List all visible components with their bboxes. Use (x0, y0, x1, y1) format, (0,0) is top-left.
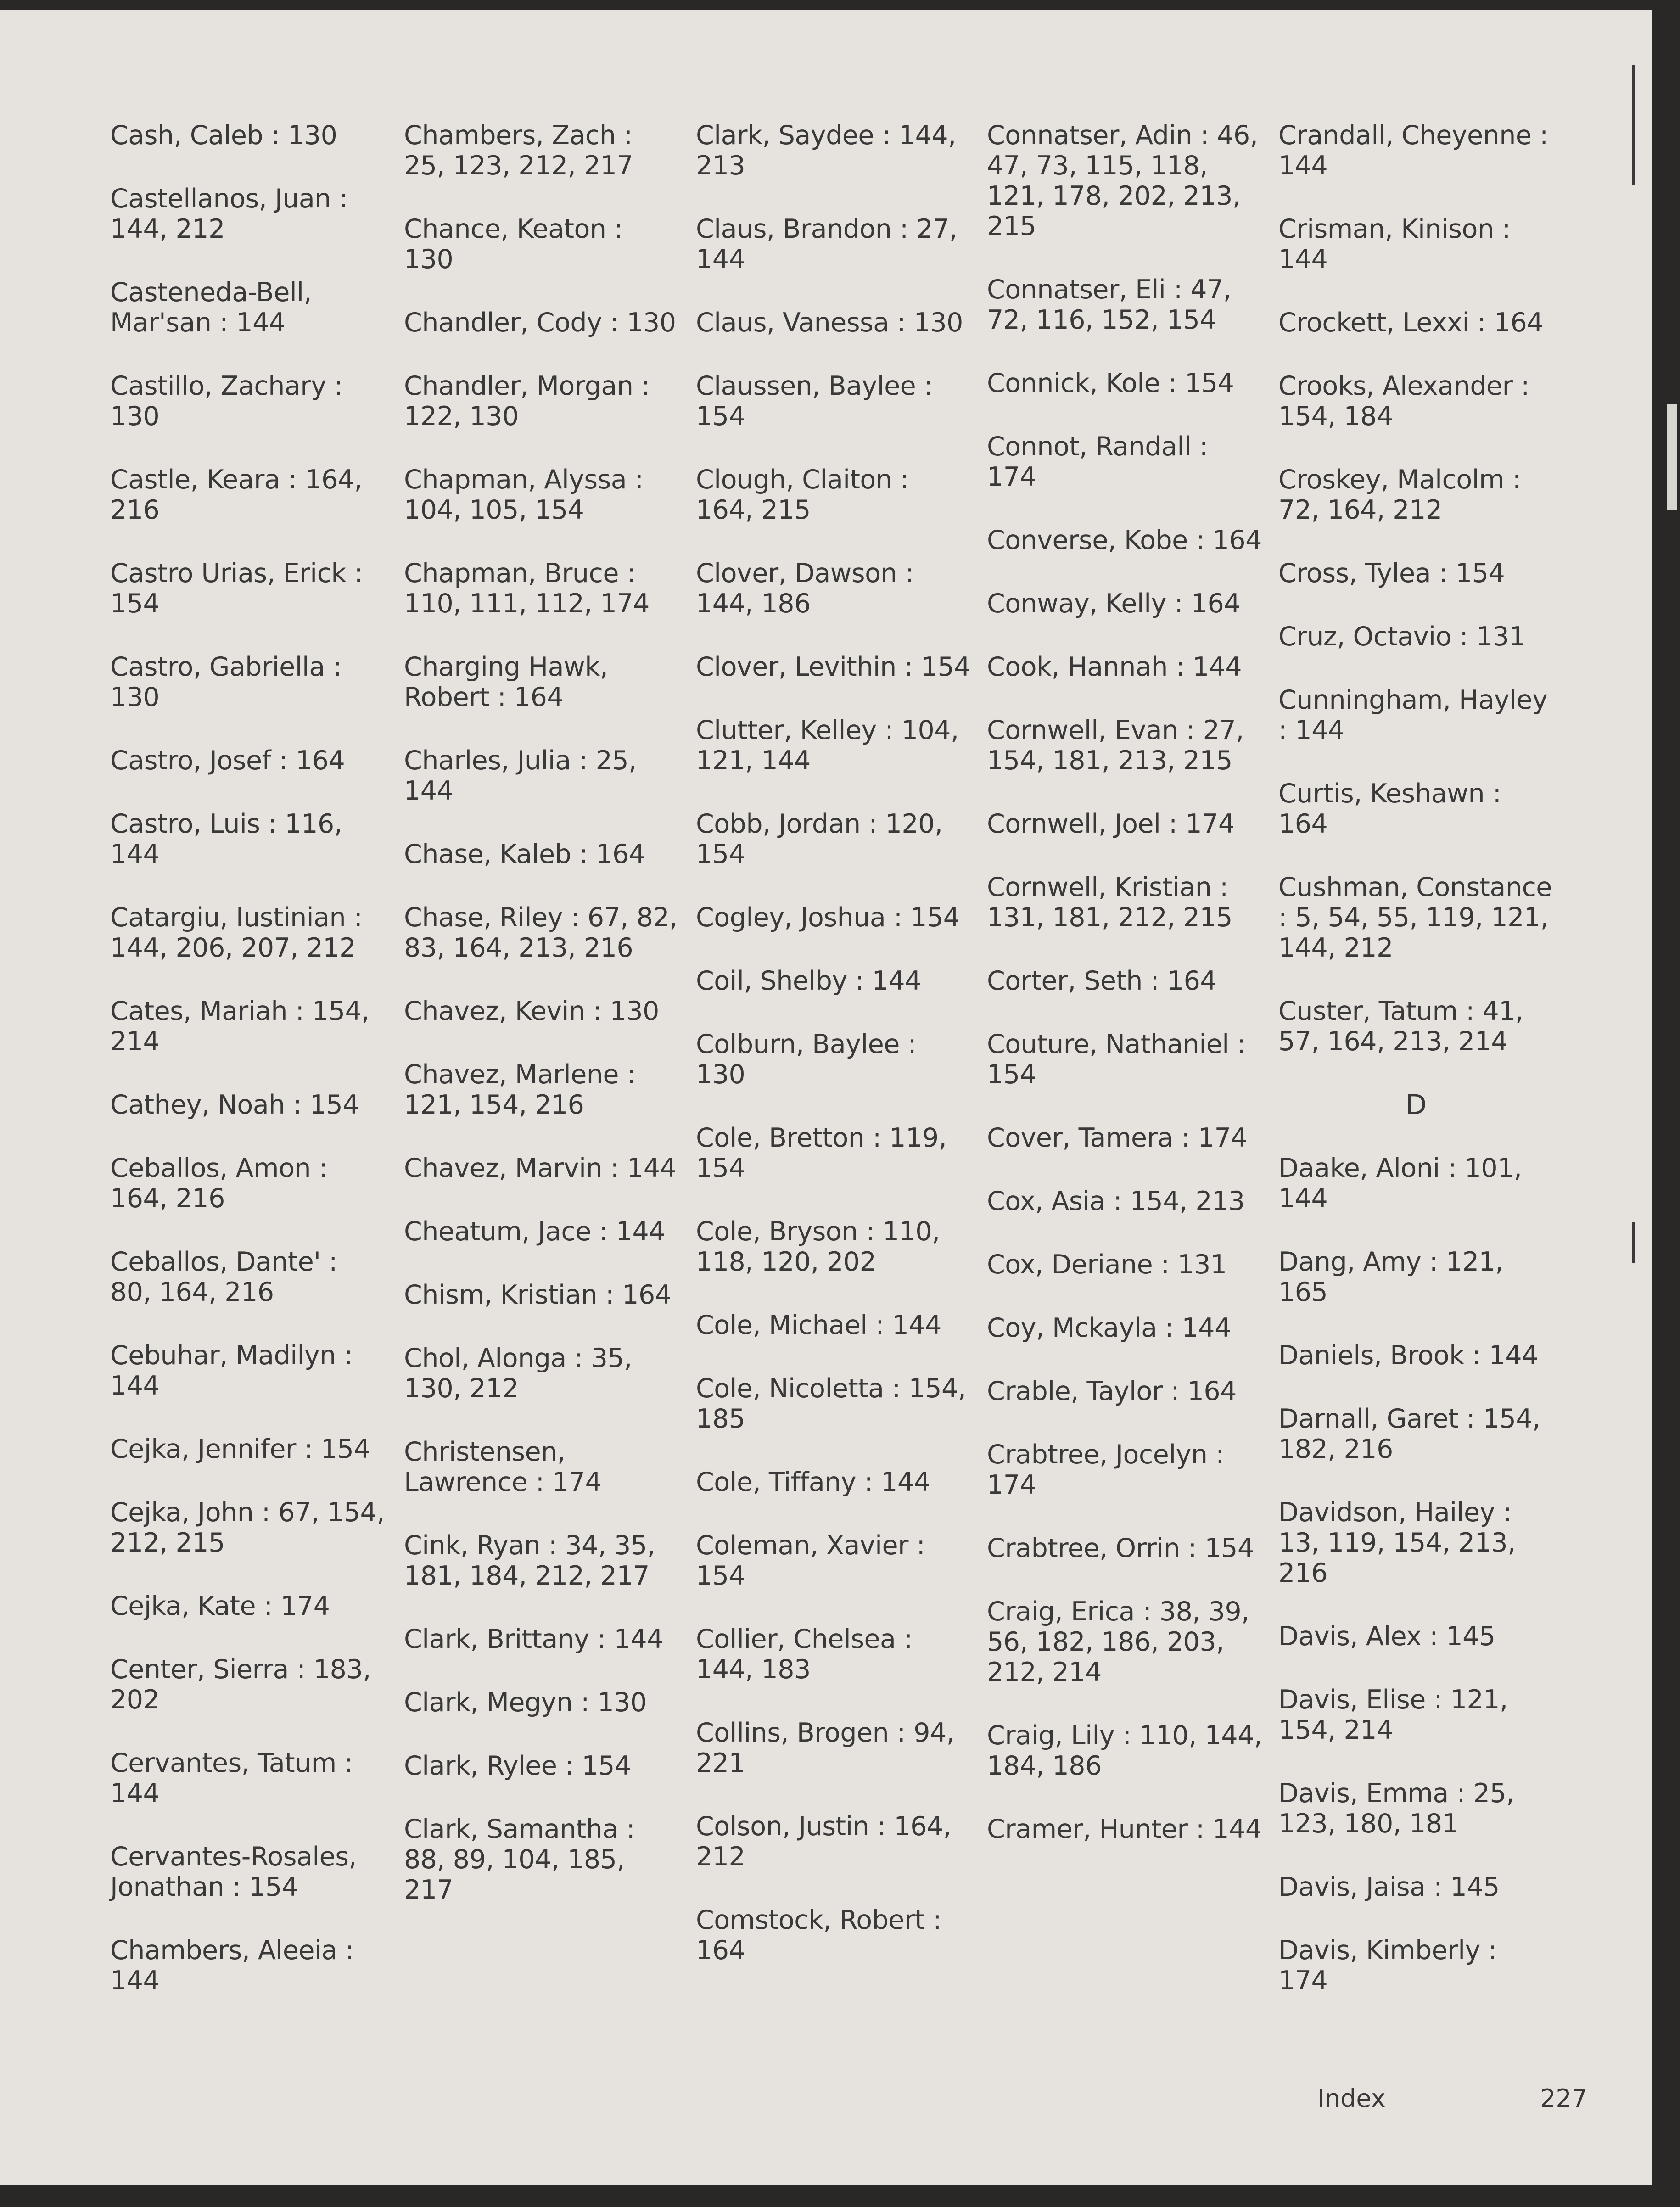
index-entry: Cook, Hannah : 144 (987, 652, 1242, 682)
index-entry: Claussen, Baylee : 154 (696, 371, 933, 431)
index-entry: Castle, Keara : 164, 216 (110, 465, 363, 525)
index-entry: Coleman, Xavier : 154 (696, 1530, 925, 1591)
index-entry: Davis, Jaisa : 145 (1278, 1872, 1500, 1902)
index-entry: Cathey, Noah : 154 (110, 1090, 359, 1120)
index-entry: Chavez, Marlene : 121, 154, 216 (404, 1059, 636, 1120)
index-entry: Charles, Julia : 25, 144 (404, 745, 637, 806)
index-entry: Colburn, Baylee : 130 (696, 1029, 917, 1090)
index-entry: Cole, Tiffany : 144 (696, 1467, 930, 1497)
index-entry: Connatser, Adin : 46, 47, 73, 115, 118, 121, 178, 202, 213, 215 (987, 120, 1258, 241)
index-entry: Cates, Mariah : 154, 214 (110, 996, 370, 1057)
index-entry: Cervantes-Rosales, Jonathan : 154 (110, 1842, 357, 1902)
index-entry: Castillo, Zachary : 130 (110, 371, 343, 431)
index-entry: Chandler, Cody : 130 (404, 308, 676, 338)
index-entry: Crabtree, Jocelyn : 174 (987, 1440, 1224, 1500)
index-entry: Chance, Keaton : 130 (404, 214, 623, 274)
index-column-2 (404, 120, 679, 1938)
index-entry: Casteneda-Bell, Mar'san : 144 (110, 277, 312, 338)
index-entry: Christensen, Lawrence : 174 (404, 1437, 602, 1497)
index-entry: Collier, Chelsea : 144, 183 (696, 1624, 913, 1685)
index-entry: Castro, Josef : 164 (110, 745, 345, 776)
index-entry: Castellanos, Juan : 144, 212 (110, 184, 348, 244)
index-entry: Clark, Brittany : 144 (404, 1624, 663, 1654)
index-entry: Chavez, Marvin : 144 (404, 1153, 677, 1183)
index-entry: Cornwell, Joel : 174 (987, 809, 1235, 839)
index-entry: Cole, Nicoletta : 154, 185 (696, 1373, 966, 1434)
index-entry: Coy, Mckayla : 144 (987, 1313, 1231, 1343)
footer-section-label: Index (1317, 2084, 1386, 2113)
edge-mark (1632, 65, 1635, 185)
index-entry: Chism, Kristian : 164 (404, 1280, 672, 1310)
index-entry: Cash, Caleb : 130 (110, 120, 337, 151)
index-entry: Cole, Bryson : 110, 118, 120, 202 (696, 1216, 940, 1277)
index-column-1 (110, 120, 386, 2029)
index-entry: Chol, Alonga : 35, 130, 212 (404, 1343, 632, 1404)
index-entry: Cobb, Jordan : 120, 154 (696, 809, 943, 869)
index-entry: Daake, Aloni : 101, 144 (1278, 1153, 1522, 1214)
index-entry: Corter, Seth : 164 (987, 966, 1217, 996)
index-column-3 (696, 120, 971, 1999)
index-entry: Clough, Claiton : 164, 215 (696, 465, 909, 525)
index-entry: Dang, Amy : 121, 165 (1278, 1247, 1503, 1307)
index-entry: Charging Hawk, Robert : 164 (404, 652, 608, 712)
index-entry: Comstock, Robert : 164 (696, 1905, 941, 1966)
index-entry: Davis, Emma : 25, 123, 180, 181 (1278, 1778, 1514, 1839)
index-entry: Conway, Kelly : 164 (987, 588, 1241, 619)
index-entry: Cunningham, Hayley : 144 (1278, 685, 1548, 745)
index-entry: Claus, Brandon : 27, 144 (696, 214, 958, 274)
index-page (0, 10, 1652, 2185)
index-entry: Chavez, Kevin : 130 (404, 996, 659, 1026)
index-entry: Chandler, Morgan : 122, 130 (404, 371, 650, 431)
index-entry: Clark, Saydee : 144, 213 (696, 120, 956, 181)
index-entry: Cole, Bretton : 119, 154 (696, 1123, 947, 1183)
index-entry: Cox, Deriane : 131 (987, 1249, 1227, 1280)
index-entry: Ceballos, Dante' : 80, 164, 216 (110, 1247, 337, 1307)
index-entry: Connot, Randall : 174 (987, 431, 1208, 492)
index-entry: Crisman, Kinison : 144 (1278, 214, 1511, 274)
index-entry: Cornwell, Kristian : 131, 181, 212, 215 (987, 872, 1232, 933)
index-entry: Davis, Elise : 121, 154, 214 (1278, 1685, 1508, 1745)
index-entry: Chambers, Aleeia : 144 (110, 1935, 354, 1996)
index-entry: Chapman, Alyssa : 104, 105, 154 (404, 465, 644, 525)
index-entry: Cogley, Joshua : 154 (696, 902, 960, 933)
index-entry: Crooks, Alexander : 154, 184 (1278, 371, 1529, 431)
index-entry: Castro, Gabriella : 130 (110, 652, 342, 712)
index-entry: Couture, Nathaniel : 154 (987, 1029, 1246, 1090)
index-entry: Craig, Erica : 38, 39, 56, 182, 186, 203, 212, 214 (987, 1596, 1249, 1687)
index-entry: Darnall, Garet : 154, 182, 216 (1278, 1404, 1540, 1464)
index-entry: Cover, Tamera : 174 (987, 1123, 1248, 1153)
index-entry: Chase, Kaleb : 164 (404, 839, 645, 869)
index-entry: Cole, Michael : 144 (696, 1310, 941, 1340)
index-entry: Chambers, Zach : 25, 123, 212, 217 (404, 120, 633, 181)
index-entry: Cejka, Jennifer : 154 (110, 1434, 370, 1464)
index-entry: Chase, Riley : 67, 82, 83, 164, 213, 216 (404, 902, 678, 963)
index-entry: Clover, Levithin : 154 (696, 652, 971, 682)
index-entry: Chapman, Bruce : 110, 111, 112, 174 (404, 558, 650, 619)
index-entry: Cebuhar, Madilyn : 144 (110, 1340, 353, 1401)
index-entry: Cushman, Constance : 5, 54, 55, 119, 121, 144, 212 (1278, 872, 1552, 963)
index-entry: Catargiu, Iustinian : 144, 206, 207, 212 (110, 902, 363, 963)
index-entry: Cornwell, Evan : 27, 154, 181, 213, 215 (987, 715, 1244, 776)
index-entry: Davis, Alex : 145 (1278, 1621, 1495, 1652)
index-entry: Cross, Tylea : 154 (1278, 558, 1505, 588)
index-entry: Castro Urias, Erick : 154 (110, 558, 363, 619)
footer-page-number: 227 (1540, 2084, 1588, 2113)
index-entry: Coil, Shelby : 144 (696, 966, 921, 996)
index-entry: Clover, Dawson : 144, 186 (696, 558, 914, 619)
index-entry: Crockett, Lexxi : 164 (1278, 308, 1544, 338)
index-entry: Daniels, Brook : 144 (1278, 1340, 1538, 1371)
index-entry: Davidson, Hailey : 13, 119, 154, 213, 216 (1278, 1497, 1516, 1588)
index-entry: Cejka, John : 67, 154, 212, 215 (110, 1497, 385, 1558)
index-entry: Castro, Luis : 116, 144 (110, 809, 342, 869)
section-letter: D (1405, 1089, 1427, 1121)
index-entry: Clark, Megyn : 130 (404, 1687, 647, 1718)
edge-mark (1632, 1222, 1635, 1263)
index-entry: Clark, Samantha : 88, 89, 104, 185, 217 (404, 1814, 635, 1905)
index-entry: Craig, Lily : 110, 144, 184, 186 (987, 1720, 1262, 1781)
index-entry: Cramer, Hunter : 144 (987, 1814, 1262, 1844)
index-entry: Connick, Kole : 154 (987, 368, 1234, 398)
index-entry: Colson, Justin : 164, 212 (696, 1811, 952, 1872)
index-entry: Crandall, Cheyenne : 144 (1278, 120, 1548, 181)
index-entry: Cejka, Kate : 174 (110, 1591, 330, 1621)
index-entry: Cruz, Octavio : 131 (1278, 622, 1526, 652)
page-tab (1667, 404, 1677, 510)
index-column-5 (1278, 120, 1554, 2029)
index-entry: Croskey, Malcolm : 72, 164, 212 (1278, 465, 1521, 525)
index-entry: Clutter, Kelley : 104, 121, 144 (696, 715, 959, 776)
index-entry: Converse, Kobe : 164 (987, 525, 1262, 555)
index-entry: Connatser, Eli : 47, 72, 116, 152, 154 (987, 274, 1232, 335)
index-entry: Center, Sierra : 183, 202 (110, 1654, 371, 1715)
index-entry: Cervantes, Tatum : 144 (110, 1748, 353, 1809)
index-entry: Crable, Taylor : 164 (987, 1376, 1237, 1406)
index-entry: Davis, Kimberly : 174 (1278, 1935, 1497, 1996)
index-entry: Cox, Asia : 154, 213 (987, 1186, 1245, 1216)
index-column-4 (987, 120, 1262, 1877)
index-entry: Ceballos, Amon : 164, 216 (110, 1153, 328, 1214)
index-entry: Cink, Ryan : 34, 35, 181, 184, 212, 217 (404, 1530, 655, 1591)
index-entry: Custer, Tatum : 41, 57, 164, 213, 214 (1278, 996, 1523, 1057)
index-entry: Clark, Rylee : 154 (404, 1751, 631, 1781)
index-entry: Claus, Vanessa : 130 (696, 308, 963, 338)
index-entry: Collins, Brogen : 94, 221 (696, 1718, 955, 1778)
index-entry: Curtis, Keshawn : 164 (1278, 779, 1501, 839)
index-entry: Crabtree, Orrin : 154 (987, 1533, 1254, 1563)
index-entry: Cheatum, Jace : 144 (404, 1216, 666, 1247)
